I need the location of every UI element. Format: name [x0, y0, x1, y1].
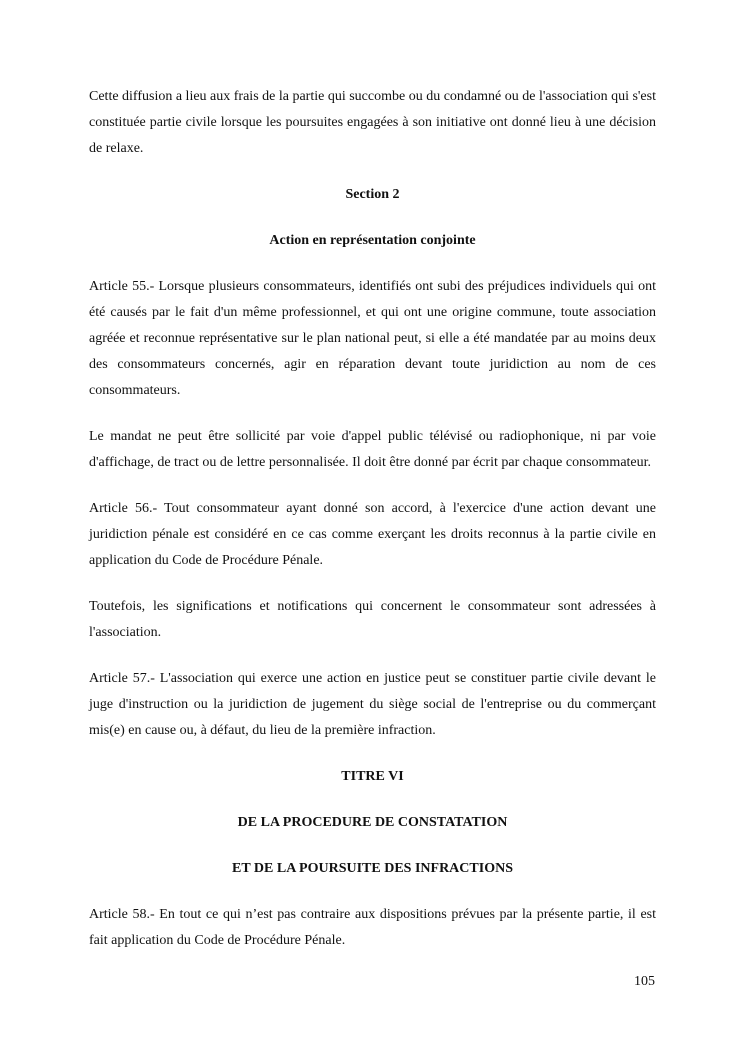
article-55: Article 55.- Lorsque plusieurs consommateurs, identifiés ont subi des préjudices individuels qui ont été causés par le fait d'un même professionnel, et qui ont une origine commune, toute association agréée et reconnue représentative sur le plan national peut, si elle a été mandatée par au moins deux des consommateurs concernés, agir en réparation devant toute juridiction au nom de ces consommateurs.: [89, 279, 656, 398]
article-56-paragraph-2: Toutefois, les significations et notifications qui concernent le consommateur sont adressées à l'association.: [89, 599, 656, 640]
titre-line-2: ET DE LA POURSUITE DES INFRACTIONS: [232, 861, 513, 876]
titre-number: TITRE VI: [341, 769, 404, 784]
article-58: Article 58.- En tout ce qui n’est pas contraire aux dispositions prévues par la présente partie, il est fait application du Code de Procédure Pénale.: [89, 907, 656, 948]
articles-block: [89, 274, 656, 744]
article-56: Article 56.- Tout consommateur ayant donné son accord, à l'exercice d'une action devant une juridiction pénale est considéré en ce cas comme exerçant les droits reconnus à la partie civile en application du Code de Procédure Pénale.: [89, 501, 656, 568]
titre-line-1: DE LA PROCEDURE DE CONSTATATION: [237, 815, 508, 830]
section-title: Action en représentation conjointe: [269, 233, 476, 248]
article-57: Article 57.- L'association qui exerce une action en justice peut se constituer partie civile devant le juge d'instruction ou la juridiction de jugement du siège social de l'entreprise ou du commerçant mis(e) en cause ou, à défaut, du lieu de la première infraction.: [89, 671, 656, 738]
article-55-paragraph-2: Le mandat ne peut être sollicité par voie d'appel public télévisé ou radiophonique, ni par voie d'affichage, de tract ou de lettre personnalisée. Il doit être donné par écrit par chaque consommateur.: [89, 429, 656, 470]
paragraph-diffusion: Cette diffusion a lieu aux frais de la partie qui succombe ou du condamné ou de l'association qui s'est constituée partie civile lorsque les poursuites engagées à son initiative ont donné lieu à une décision de relaxe.: [89, 89, 656, 156]
section-number: Section 2: [345, 187, 400, 202]
document-page: [89, 84, 656, 954]
page-number: 105: [634, 974, 655, 989]
